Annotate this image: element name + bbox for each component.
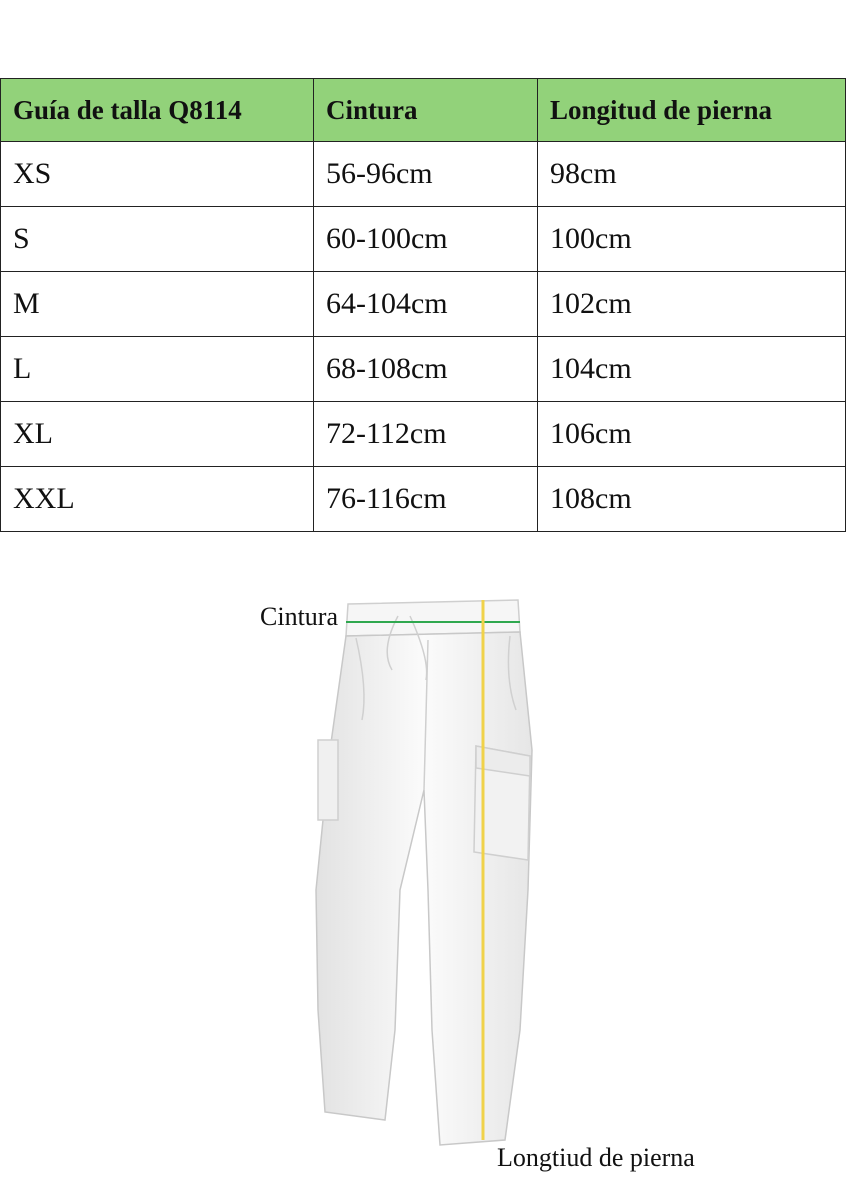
waist-cell: 56-96cm — [314, 142, 538, 207]
table-row — [1, 337, 846, 402]
size-cell: XXL — [1, 467, 314, 532]
size-cell: M — [1, 272, 314, 337]
leg-length-cell: 98cm — [538, 142, 846, 207]
table-row — [1, 272, 846, 337]
pants-body — [316, 632, 532, 1145]
waist-label: Cintura — [260, 602, 338, 631]
pants-measurement-figure — [0, 560, 848, 1200]
leg-length-cell: 106cm — [538, 402, 846, 467]
table-header-row — [1, 79, 846, 142]
left-cargo-pocket — [318, 740, 338, 820]
leg-length-cell: 104cm — [538, 337, 846, 402]
waist-cell: 68-108cm — [314, 337, 538, 402]
size-cell: XS — [1, 142, 314, 207]
waistband — [346, 600, 520, 636]
waist-cell: 64-104cm — [314, 272, 538, 337]
table-row — [1, 207, 846, 272]
size-cell: XL — [1, 402, 314, 467]
table-row — [1, 142, 846, 207]
waist-cell: 72-112cm — [314, 402, 538, 467]
leg-length-cell: 100cm — [538, 207, 846, 272]
leg-length-cell: 108cm — [538, 467, 846, 532]
table-row — [1, 467, 846, 532]
header-waist: Cintura — [314, 79, 538, 142]
leg-length-cell: 102cm — [538, 272, 846, 337]
pants-illustration — [0, 560, 848, 1200]
size-cell: S — [1, 207, 314, 272]
leg-length-label: Longtiud de pierna — [497, 1143, 695, 1172]
size-guide-table — [0, 78, 846, 532]
size-cell: L — [1, 337, 314, 402]
header-leg-length: Longitud de pierna — [538, 79, 846, 142]
table-row — [1, 402, 846, 467]
waist-cell: 76-116cm — [314, 467, 538, 532]
waist-cell: 60-100cm — [314, 207, 538, 272]
header-size-guide: Guía de talla Q8114 — [1, 79, 314, 142]
